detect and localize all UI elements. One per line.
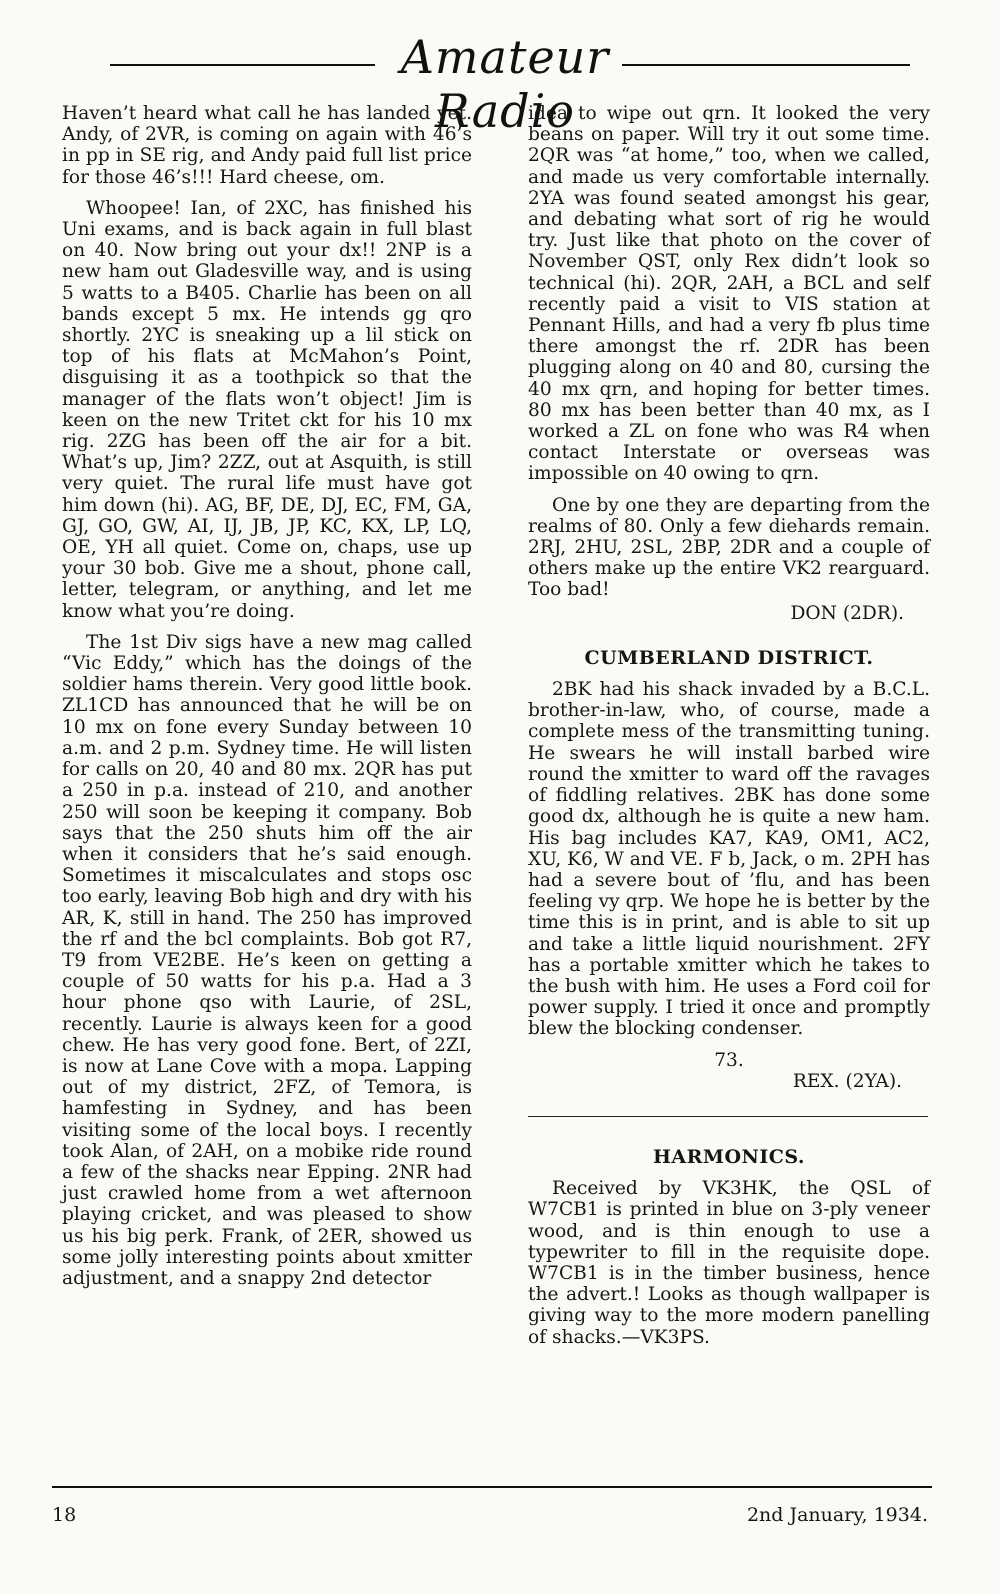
paragraph: Received by VK3HK, the QSL of W7CB1 is printed in blue on 3-ply veneer wood, and is thin enough to use a typewriter to fill in the requisite dope. W7CB1 is in the timber business, hence the advert.! Looks as though wallpaper is giving way to the more modern panelling of shacks.—VK3PS. [528, 1178, 930, 1348]
masthead-rule-right [622, 64, 910, 66]
section-heading-cumberland: CUMBERLAND DISTRICT. [584, 646, 874, 669]
footer-rule [52, 1486, 932, 1488]
paragraph: One by one they are departing from the realms of 80. Only a few diehards remain. 2RJ, 2HU, 2SL, 2BP, 2DR and a couple of others make up the entire VK2 rearguard. Too bad! [528, 494, 930, 601]
left-column [62, 103, 472, 1299]
magazine-title: Amateur Radio [400, 30, 610, 138]
paragraph: Whoopee! Ian, of 2XC, has finished his Uni exams, and is back again in full blast on 40. Now bring out your dx!! 2NP is a new ham out Gladesville way, and is using 5 watts to a B405. Charlie has been on all bands except 5 mx. He intends gg qro shortly. 2YC is sneaking up a lil stick on top of his flats at McMahon’s Point, disguising it as a toothpick so that the manager of the flats won’t object! Jim is keen on the new Tritet ckt for his 10 mx rig. 2ZG has been off the air for a bit. What’s up, Jim? 2ZZ, out at Asquith, is still very quiet. The rural life must have got him down (hi). AG, BF, DE, DJ, EC, FM, GA, GJ, GO, GW, AI, IJ, JB, JP, KC, KX, LP, LQ, OE, YH all quiet. Come on, chaps, use up your 30 bob. Give me a shout, phone call, letter, telegram, or anything, and let me know what you’re doing. [62, 197, 472, 622]
paragraph: idea to wipe out qrn. It looked the very beans on paper. Will try it out some time. 2QR was “at home,” too, when we called, and made us very comfortable internally. 2YA was found seated amongst his gear, and debating what sort of rig he would try. Just like that photo on the cover of November QST, only Rex didn’t look so technical (hi). 2QR, 2AH, a BCL and self recently paid a visit to VIS station at Pennant Hills, and had a very fb plus time there amongst the rf. 2DR has been plugging along on 40 and 80, cursing the 40 mx qrn, and hoping for better times. 80 mx has been better than 40 mx, as I worked a ZL on fone who was R4 when contact Interstate or overseas was impossible on 40 owing to qrn. [528, 103, 930, 485]
masthead [110, 30, 910, 138]
issue-date: 2nd January, 1934. [746, 1504, 928, 1526]
closing-73: 73. [714, 1049, 744, 1071]
right-column [528, 103, 930, 1358]
masthead-rule-left [110, 64, 375, 66]
page-number: 18 [52, 1504, 77, 1526]
author-signature: REX. (2YA). [792, 1070, 902, 1092]
paragraph: Haven’t heard what call he has landed yet. Andy, of 2VR, is coming on again with 46’s in pp in SE rig, and Andy paid full list price for those 46’s!!! Hard cheese, om. [62, 103, 472, 188]
section-heading-harmonics: HARMONICS. [652, 1145, 806, 1168]
paragraph: 2BK had his shack invaded by a B.C.L. brother-in-law, who, of course, made a complete mess of the transmitting tuning. He swears he will install barbed wire round the xmitter to ward off the ravages of fiddling relatives. 2BK has done some good dx, although he is quite a new ham. His bag includes KA7, KA9, OM1, AC2, XU, K6, W and VE. F b, Jack, o m. 2PH has had a severe bout of ’flu, and has been feeling vy qrp. We hope he is better by the time this is in print, and is able to sit up and take a little liquid nourishment. 2FY has a portable xmitter which he takes to the bush with him. He uses a Ford coil for power supply. I tried it once and promptly blew the blocking condenser. [528, 679, 930, 1040]
section-divider [528, 1116, 928, 1117]
author-signature: DON (2DR). [790, 602, 904, 624]
paragraph: The 1st Div sigs have a new mag called “Vic Eddy,” which has the doings of the soldier hams therein. Very good little book. ZL1CD has announced that he will be on 10 mx on fone every Sunday between 10 a.m. and 2 p.m. Sydney time. He will listen for calls on 20, 40 and 80 mx. 2QR has put a 250 in p.a. instead of 210, and another 250 will soon be keeping it company. Bob says that the 250 shuts him off the air when it considers that he’s said enough. Sometimes it miscalculates and stops osc too early, leaving Bob high and dry with his AR, K, still in hand. The 250 has improved the rf and the bcl complaints. Bob got R7, T9 from VE2BE. He’s keen on getting a couple of 50 watts for his p.a. Had a 3 hour phone qso with Laurie, of 2SL, recently. Laurie is always keen for a good chew. He has very good fone. Bert, of 2ZI, is now at Lane Cove with a mopa. Lapping out of my district, 2FZ, of Temora, is hamfesting in Sydney, and has been visiting some of the local boys. I recently took Alan, of 2AH, on a mobike ride round a few of the shacks near Epping. 2NR had just crawled home from a wet afternoon playing cricket, and was pleased to show us his big perk. Frank, of 2ER, showed us some jolly interesting points about xmitter adjustment, and a snappy 2nd detector [62, 631, 472, 1289]
